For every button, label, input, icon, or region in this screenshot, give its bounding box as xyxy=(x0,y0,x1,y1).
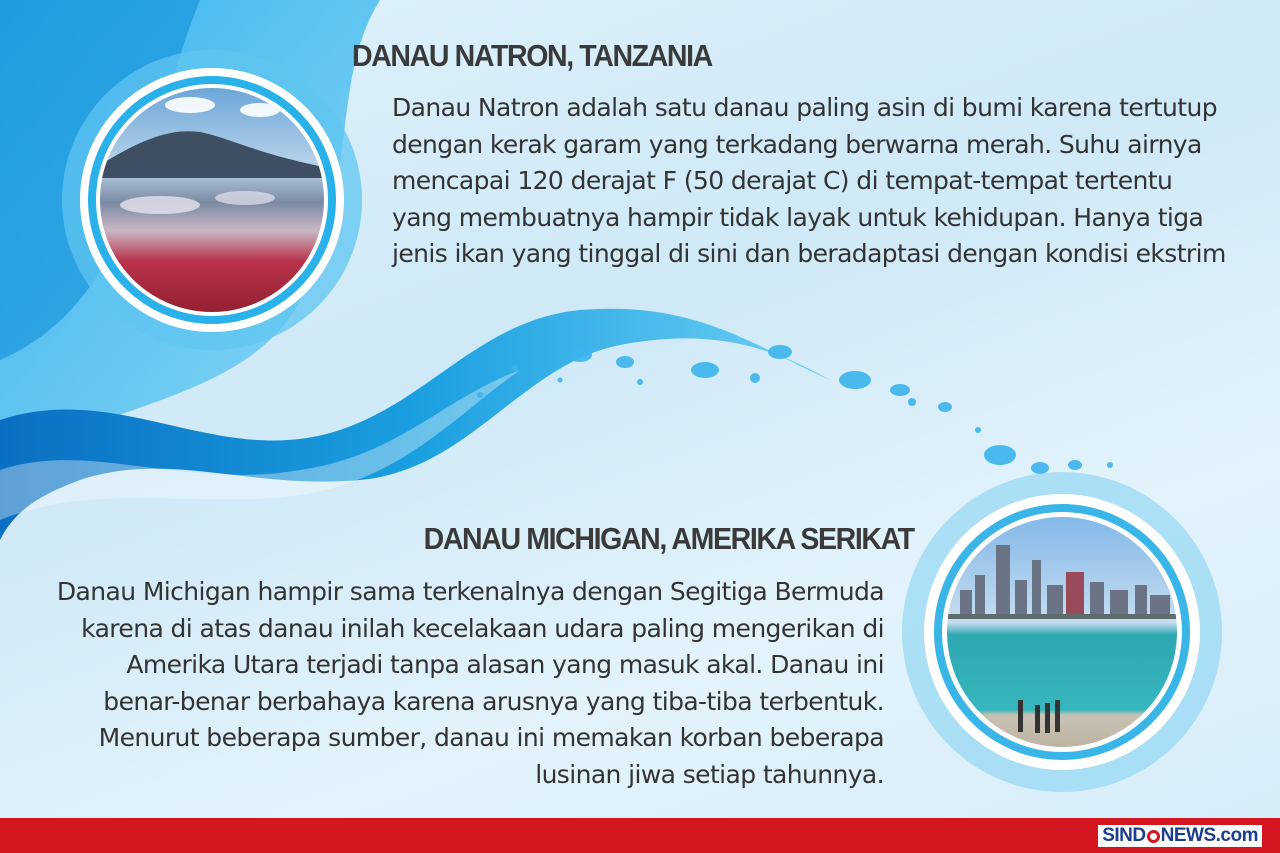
text-line: Danau Natron adalah satu danau paling asin di bumi karena tertutup xyxy=(392,93,1217,122)
text-line: jenis ikan yang tinggal di sini dan beradaptasi dengan kondisi ekstrim xyxy=(392,239,1226,268)
text-line: benar-benar berbahaya karena arusnya yang tiba-tiba terbentuk. xyxy=(103,686,884,716)
natron-description xyxy=(392,90,1272,273)
text-line: lusinan jiwa setiap tahunnya. xyxy=(535,759,884,789)
natron-title: DANAU NATRON, TANZANIA xyxy=(352,38,712,73)
text-line: Menurut beberapa sumber, danau ini memakan korban beberapa xyxy=(98,723,884,752)
footer-bar xyxy=(0,818,1280,853)
text-line: dengan kerak garam yang terkadang berwarna merah. Suhu airnya xyxy=(392,129,1202,159)
brand-suffix: NEWS.com xyxy=(1160,825,1258,846)
text-line: karena di atas danau inilah kecelakaan udara paling mengerikan di xyxy=(81,613,884,643)
michigan-title: DANAU MICHIGAN, AMERIKA SERIKAT xyxy=(423,521,914,556)
text-line: Amerika Utara terjadi tanpa alasan yang masuk akal. Danau ini xyxy=(126,650,884,679)
michigan-photo xyxy=(902,472,1222,792)
brand-o-icon xyxy=(1147,830,1160,843)
michigan-description xyxy=(4,574,884,793)
text-line: yang membuatnya hampir tidak layak untuk kehidupan. Hanya tiga xyxy=(392,202,1204,232)
sindonews-logo xyxy=(1098,825,1262,847)
natron-photo xyxy=(62,50,362,350)
text-line: mencapai 120 derajat F (50 derajat C) di tempat-tempat tertentu xyxy=(392,166,1173,195)
brand-prefix: SIND xyxy=(1102,825,1146,846)
text-line: Danau Michigan hampir sama terkenalnya dengan Segitiga Bermuda xyxy=(56,577,884,606)
